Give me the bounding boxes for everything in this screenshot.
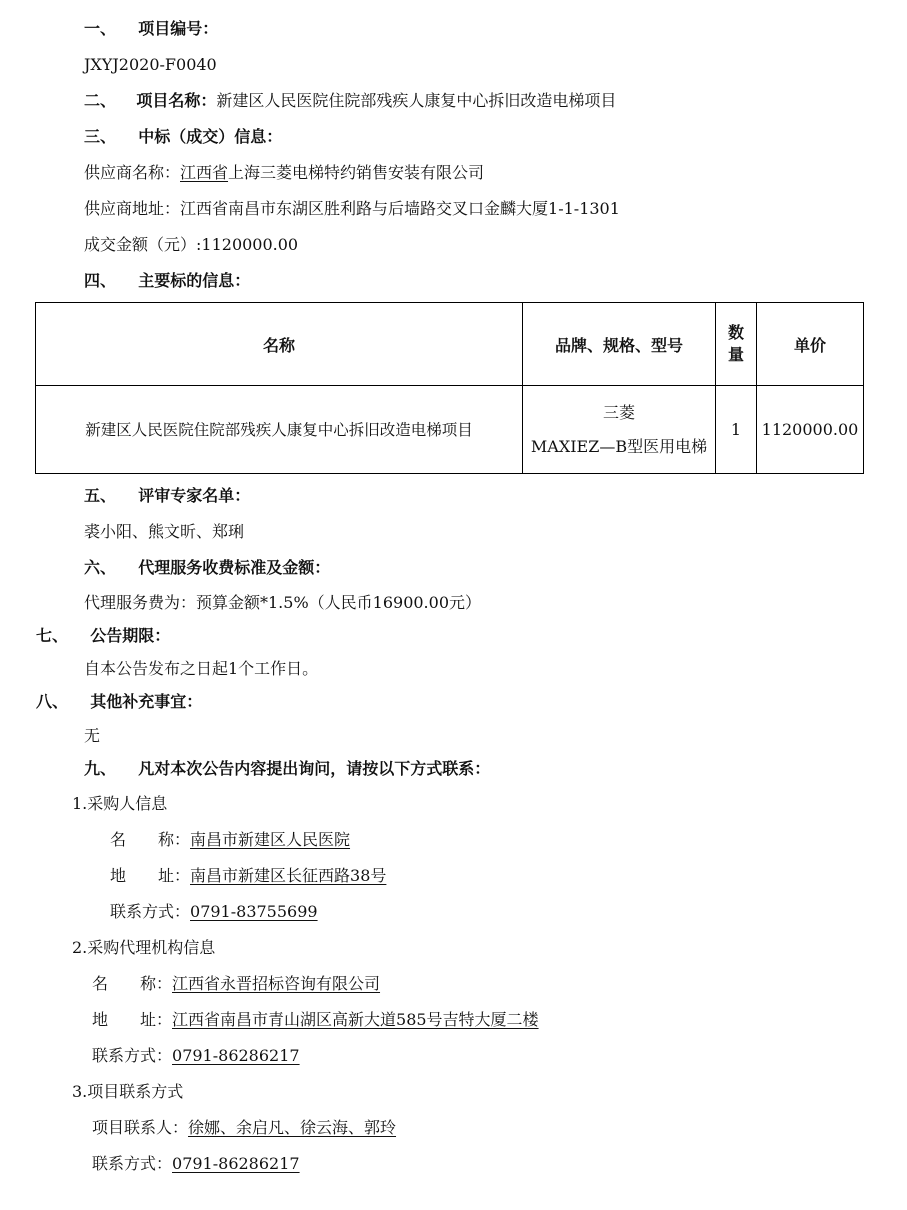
field-label: 供应商名称：	[84, 163, 181, 182]
purchaser-address-row	[110, 865, 386, 887]
cell-price: 1120000.00	[757, 386, 864, 474]
supplier-name-row	[84, 162, 484, 184]
section-number: 五、	[84, 486, 117, 505]
agency-fee: 代理服务费为：预算金额*1.5%（人民币16900.00元）	[84, 593, 481, 612]
section-title: 其他补充事宜：	[90, 692, 203, 711]
supplier-name-prefix: 江西省	[180, 163, 229, 182]
section-number: 九、	[84, 759, 117, 778]
field-label: 名 称：	[110, 830, 191, 849]
supplier-name: 上海三菱电梯特约销售安装有限公司	[228, 163, 485, 182]
spec-brand: 三菱	[602, 402, 635, 422]
supplier-address-row	[84, 198, 620, 220]
section-number: 七、	[36, 626, 69, 645]
header-qty	[716, 303, 757, 386]
section-title: 项目编号：	[138, 19, 219, 38]
field-label: 项目联系人：	[92, 1118, 189, 1137]
section-number: 二、	[84, 91, 117, 110]
agency-name-row	[92, 973, 380, 995]
purchaser-name: 南昌市新建区人民医院	[190, 830, 351, 849]
header-price: 单价	[757, 303, 864, 386]
agency-address-row	[92, 1009, 539, 1031]
section-1-heading	[84, 18, 218, 40]
agency-phone-row	[92, 1045, 300, 1067]
field-label: 地 址：	[110, 866, 191, 885]
supplier-address: 江西省南昌市东湖区胜利路与后墙路交叉口金麟大厦1-1-1301	[180, 199, 620, 218]
project-phone-row	[92, 1153, 300, 1175]
purchaser-address: 南昌市新建区长征西路38号	[190, 866, 387, 885]
field-label: 名 称：	[92, 974, 173, 993]
header-qty-line: 数	[727, 323, 744, 342]
cell-qty: 1	[716, 386, 757, 474]
project-contacts: 徐娜、余启凡、徐云海、郭玲	[188, 1118, 397, 1137]
agency-address: 江西省南昌市青山湖区高新大道585号吉特大厦二楼	[172, 1010, 539, 1029]
section-title: 主要标的信息：	[138, 271, 251, 290]
header-spec: 品牌、规格、型号	[523, 303, 716, 386]
spec-model: MAXIEZ—B型医用电梯	[530, 436, 708, 456]
deal-amount-row	[84, 234, 298, 256]
purchaser-phone: 0791-83755699	[190, 902, 318, 921]
items-table	[35, 302, 864, 474]
field-label: 地 址：	[92, 1010, 173, 1029]
project-name: 新建区人民医院住院部残疾人康复中心拆旧改造电梯项目	[216, 91, 617, 110]
table-row	[36, 386, 864, 474]
project-contact-row	[92, 1117, 396, 1139]
field-label: 联系方式：	[92, 1154, 173, 1173]
purchaser-name-row	[110, 829, 350, 851]
section-7-heading	[36, 625, 170, 647]
section-title: 中标（成交）信息：	[138, 127, 283, 146]
section-number: 八、	[36, 692, 69, 711]
header-name: 名称	[36, 303, 523, 386]
project-phone: 0791-86286217	[172, 1154, 300, 1173]
section-title: 凡对本次公告内容提出询问，请按以下方式联系：	[138, 759, 491, 778]
header-qty-line: 量	[727, 345, 744, 364]
field-label: 成交金额（元）:	[84, 235, 202, 254]
field-label: 联系方式：	[110, 902, 191, 921]
section-number: 三、	[84, 127, 117, 146]
purchaser-phone-row	[110, 901, 318, 923]
purchaser-info-title: 1.采购人信息	[72, 794, 168, 813]
cell-spec	[523, 386, 716, 474]
deal-amount: 1120000.00	[201, 235, 299, 254]
section-8-heading	[36, 691, 202, 713]
section-2-heading	[84, 90, 616, 112]
section-3-heading	[84, 126, 282, 148]
section-title: 评审专家名单：	[138, 486, 251, 505]
project-code: JXYJ2020-F0040	[84, 55, 217, 74]
section-9-heading	[84, 758, 490, 780]
section-number: 四、	[84, 271, 117, 290]
other-matters: 无	[84, 726, 101, 745]
field-label: 联系方式：	[92, 1046, 173, 1065]
field-label: 供应商地址：	[84, 199, 181, 218]
notice-period: 自本公告发布之日起1个工作日。	[84, 659, 319, 678]
section-6-heading	[84, 557, 330, 579]
section-title: 项目名称：	[136, 91, 217, 110]
cell-name: 新建区人民医院住院部残疾人康复中心拆旧改造电梯项目	[36, 386, 523, 474]
agency-info-title: 2.采购代理机构信息	[72, 938, 216, 957]
section-5-heading	[84, 485, 250, 507]
section-number: 一、	[84, 19, 117, 38]
section-4-heading	[84, 270, 250, 292]
agency-name: 江西省永晋招标咨询有限公司	[172, 974, 381, 993]
section-title: 公告期限：	[90, 626, 171, 645]
agency-phone: 0791-86286217	[172, 1046, 300, 1065]
project-contact-title: 3.项目联系方式	[72, 1082, 184, 1101]
table-header-row	[36, 303, 864, 386]
section-title: 代理服务收费标准及金额：	[138, 558, 331, 577]
experts-list: 裘小阳、熊文昕、郑琍	[84, 522, 245, 541]
section-number: 六、	[84, 558, 117, 577]
